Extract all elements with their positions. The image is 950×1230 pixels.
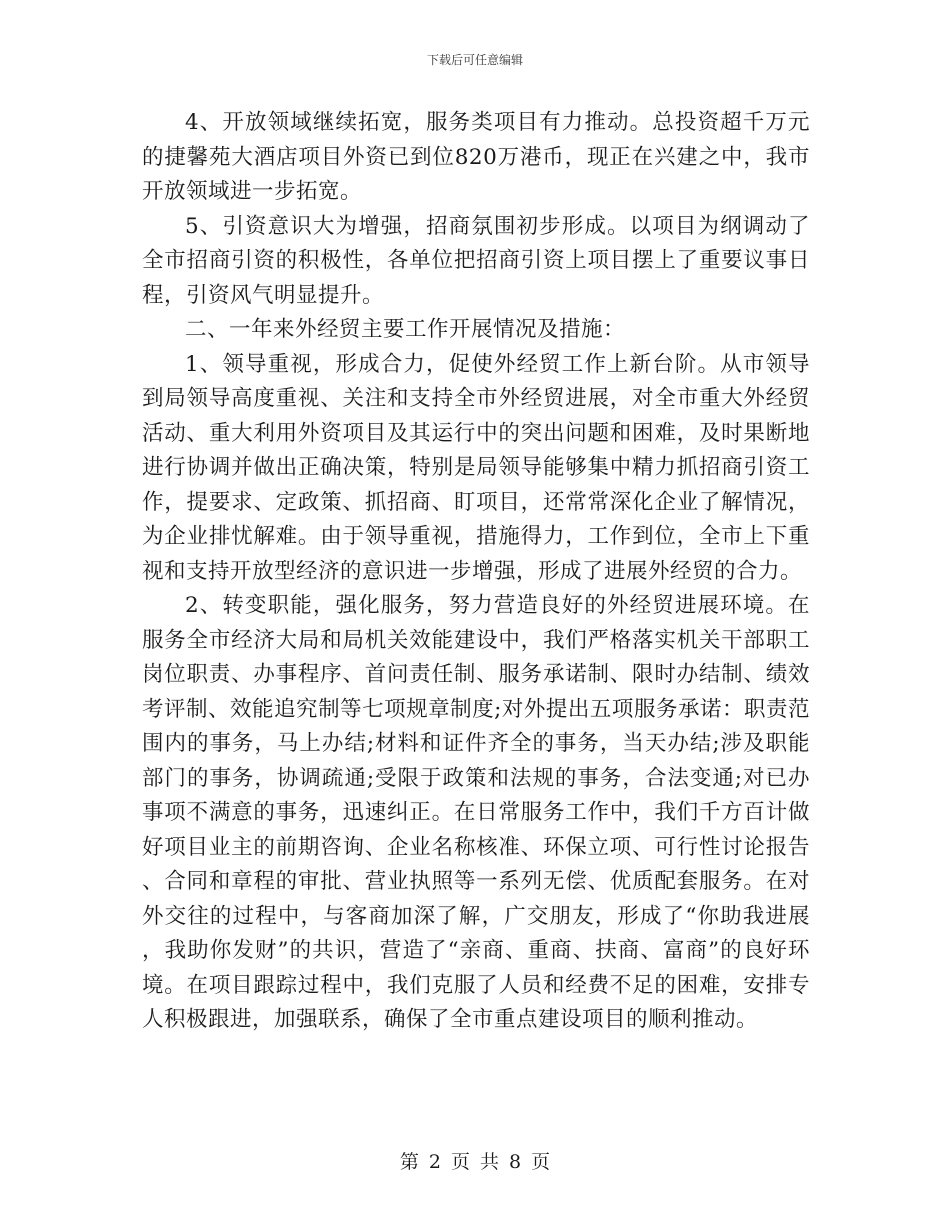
footer-current-page: 2 — [428, 1151, 441, 1173]
page-header — [0, 52, 950, 68]
paragraph-open-sectors: 4、开放领域继续拓宽，服务类项目有力推动。总投资超千万元的捷馨苑大酒店项目外资已到位820万港币，现正在兴建之中，我市开放领域进一步拓宽。 — [142, 110, 810, 204]
page-footer — [0, 1150, 950, 1174]
paragraph-investment-awareness: 5、引资意识大为增强，招商氛围初步形成。以项目为纲调动了全市招商引资的积极性，各单位把招商引资上项目摆上了重要议事日程，引资风气明显提升。 — [142, 213, 810, 308]
footer-total-pages: 8 — [509, 1151, 522, 1173]
header-note: 下载后可任意编辑 — [426, 53, 523, 67]
footer-page-word: 页 — [450, 1151, 470, 1173]
footer-suffix: 页 — [531, 1151, 551, 1173]
section-heading-main-work: 二、一年来外经贸主要工作开展情况及措施： — [185, 317, 626, 342]
paragraph-service-transformation: 2、转变职能，强化服务，努力营造良好的外经贸进展环境。在服务全市经济大局和局机关效能建设中，我们严格落实机关干部职工岗位职责、办事程序、首问责任制、服务承诺制、限时办结制、绩效考评制、效能追究制等七项规章制度;对外提出五项服务承诺：职责范围内的事务，马上办结;材料和证件齐全的事务，当天办结;涉及职能部门的事务，协调疏通;受限于政策和法规的事务，合法变通;对已办事项不满意的事务，迅速纠正。在日常服务工作中，我们千方百计做好项目业主的前期咨询、企业名称核准、环保立项、可行性讨论报告、合同和章程的审批、营业执照等一系列无偿、优质配套服务。在对外交往的过程中，与客商加深了解，广交朋友，形成了“你助我进展，我助你发财”的共识，营造了“亲商、重商、扶商、富商”的良好环境。在项目跟踪过程中，我们克服了人员和经费不足的困难，安排专人积极跟进，加强联系，确保了全市重点建设项目的顺利推动。 — [142, 593, 810, 1032]
paragraph-leadership: 1、领导重视，形成合力，促使外经贸工作上新台阶。从市领导到局领导高度重视、关注和支持全市外经贸进展，对全市重大外经贸活动、重大利用外资项目及其运行中的突出问题和困难，及时果断地进行协调并做出正确决策，特别是局领导能够集中精力抓招商引资工作，提要求、定政策、抓招商、盯项目，还常常深化企业了解情况，为企业排忧解难。由于领导重视，措施得力，工作到位，全市上下重视和支持开放型经济的意识进一步增强，形成了进展外经贸的合力。 — [142, 351, 810, 584]
footer-prefix: 第 — [399, 1151, 419, 1173]
document-body — [142, 106, 810, 1038]
footer-total-word: 共 — [480, 1151, 500, 1173]
